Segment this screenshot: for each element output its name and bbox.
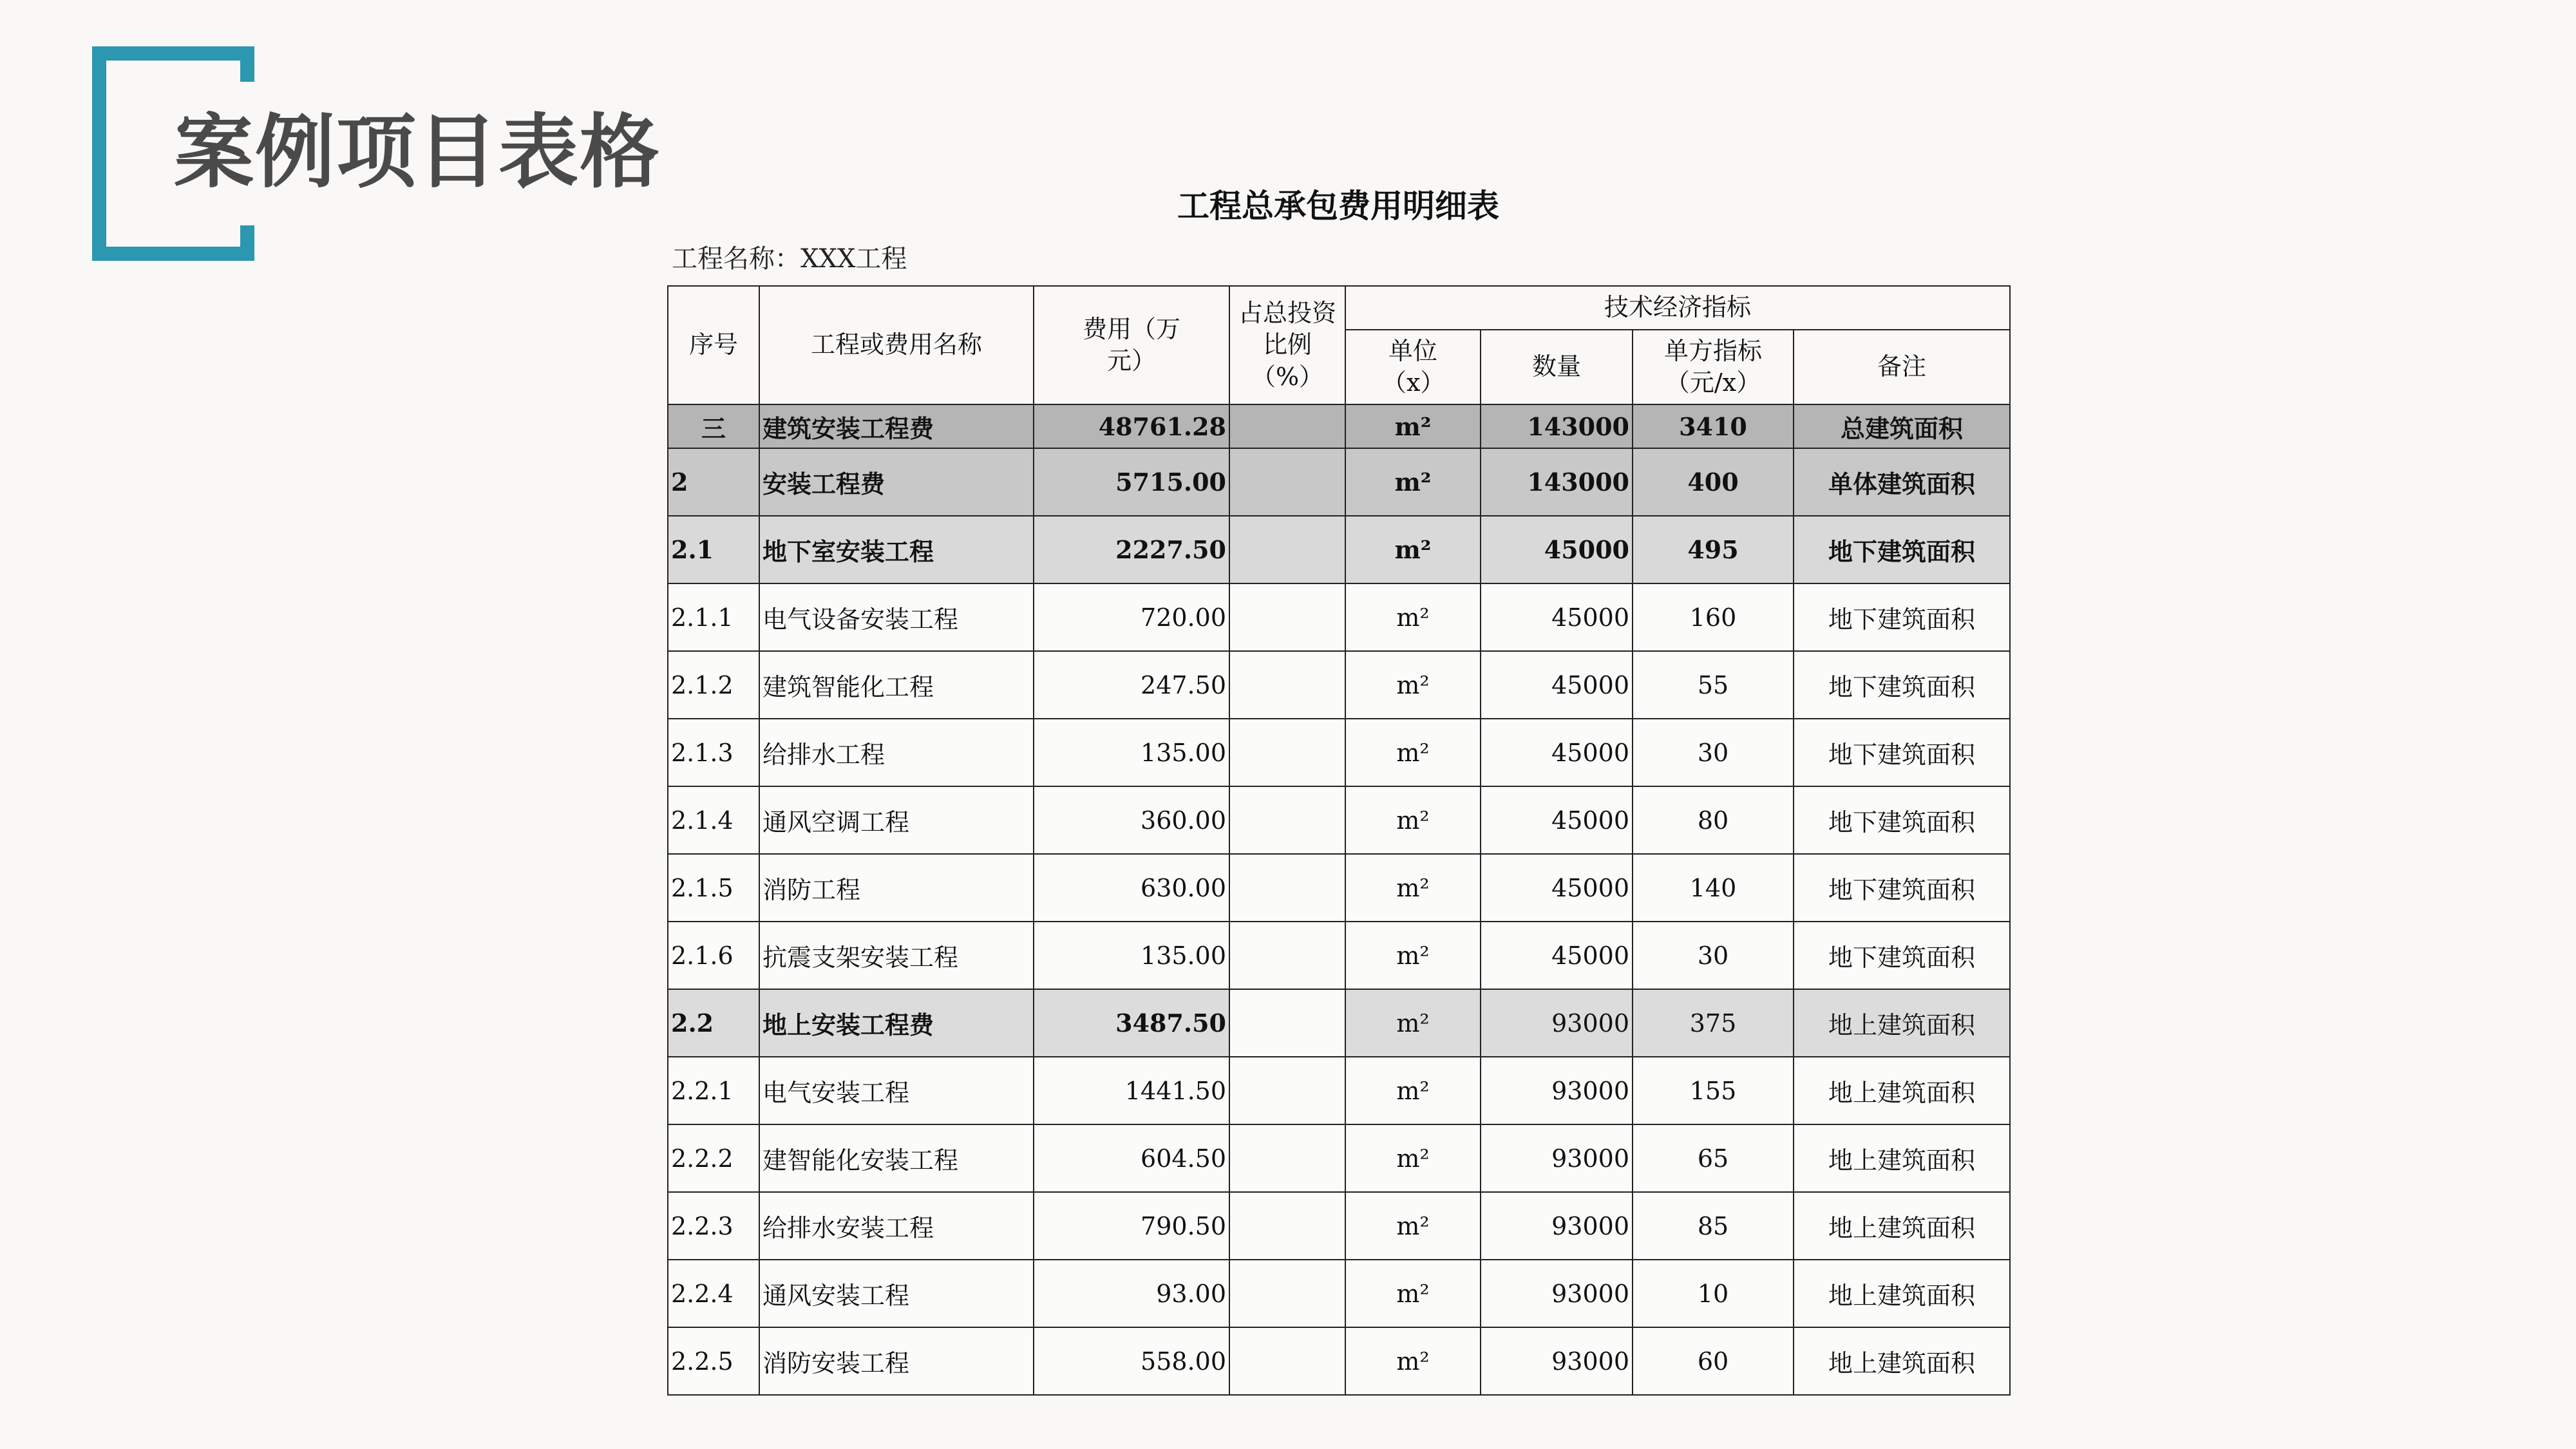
table-row bbox=[668, 854, 2010, 922]
header-name: 工程或费用名称 bbox=[759, 286, 1034, 404]
cell-ratio bbox=[1229, 404, 1345, 448]
cell-unit: m² bbox=[1345, 1057, 1481, 1124]
cell-fee: 790.50 bbox=[1034, 1192, 1229, 1260]
cell-ratio bbox=[1229, 1192, 1345, 1260]
cell-note: 地上建筑面积 bbox=[1794, 1124, 2010, 1192]
cell-no: 2.2.2 bbox=[668, 1124, 759, 1192]
table-body bbox=[668, 404, 2010, 1395]
cell-fee: 1441.50 bbox=[1034, 1057, 1229, 1124]
cell-unit-index: 55 bbox=[1633, 651, 1794, 719]
cell-ratio bbox=[1229, 583, 1345, 651]
cell-unit-index: 495 bbox=[1633, 516, 1794, 583]
cell-fee: 247.50 bbox=[1034, 651, 1229, 719]
cell-note: 地下建筑面积 bbox=[1794, 719, 2010, 786]
cell-note: 地下建筑面积 bbox=[1794, 922, 2010, 989]
cell-unit-index: 155 bbox=[1633, 1057, 1794, 1124]
cell-name: 给排水安装工程 bbox=[759, 1192, 1034, 1260]
cell-unit: m² bbox=[1345, 651, 1481, 719]
cell-qty: 143000 bbox=[1481, 404, 1633, 448]
table-title: 工程总承包费用明细表 bbox=[1177, 187, 1499, 225]
cell-note: 地上建筑面积 bbox=[1794, 1260, 2010, 1327]
table-row bbox=[668, 922, 2010, 989]
cell-unit: m² bbox=[1345, 404, 1481, 448]
cell-fee: 2227.50 bbox=[1034, 516, 1229, 583]
cell-fee: 93.00 bbox=[1034, 1260, 1229, 1327]
cell-unit-index: 30 bbox=[1633, 719, 1794, 786]
cell-qty: 45000 bbox=[1481, 719, 1633, 786]
cell-note: 地下建筑面积 bbox=[1794, 854, 2010, 922]
cell-name: 通风空调工程 bbox=[759, 786, 1034, 854]
cell-name: 消防安装工程 bbox=[759, 1327, 1034, 1395]
header-unit: 单位（x） bbox=[1345, 330, 1481, 404]
cell-qty: 45000 bbox=[1481, 786, 1633, 854]
cell-unit: m² bbox=[1345, 989, 1481, 1057]
cell-fee: 630.00 bbox=[1034, 854, 1229, 922]
cell-ratio bbox=[1229, 1124, 1345, 1192]
cell-note: 地上建筑面积 bbox=[1794, 1192, 2010, 1260]
cell-name: 建智能化安装工程 bbox=[759, 1124, 1034, 1192]
cell-note: 总建筑面积 bbox=[1794, 404, 2010, 448]
cell-note: 地下建筑面积 bbox=[1794, 516, 2010, 583]
bracket-cap-bottom bbox=[240, 225, 254, 261]
header-fee: 费用（万元） bbox=[1034, 286, 1229, 404]
cell-fee: 720.00 bbox=[1034, 583, 1229, 651]
cell-unit: m² bbox=[1345, 719, 1481, 786]
cell-no: 2.2 bbox=[668, 989, 759, 1057]
cell-unit: m² bbox=[1345, 1327, 1481, 1395]
cell-note: 地下建筑面积 bbox=[1794, 786, 2010, 854]
cell-fee: 360.00 bbox=[1034, 786, 1229, 854]
cell-no: 2.1.2 bbox=[668, 651, 759, 719]
cell-note: 地下建筑面积 bbox=[1794, 583, 2010, 651]
cell-unit-index: 10 bbox=[1633, 1260, 1794, 1327]
cell-name: 给排水工程 bbox=[759, 719, 1034, 786]
cell-note: 地下建筑面积 bbox=[1794, 651, 2010, 719]
cell-name: 通风安装工程 bbox=[759, 1260, 1034, 1327]
cell-no: 2.2.4 bbox=[668, 1260, 759, 1327]
cell-unit: m² bbox=[1345, 516, 1481, 583]
table-row bbox=[668, 651, 2010, 719]
cell-note: 地上建筑面积 bbox=[1794, 1057, 2010, 1124]
cell-qty: 143000 bbox=[1481, 448, 1633, 516]
cell-unit: m² bbox=[1345, 922, 1481, 989]
cell-unit-index: 375 bbox=[1633, 989, 1794, 1057]
cell-fee: 135.00 bbox=[1034, 922, 1229, 989]
cell-unit-index: 140 bbox=[1633, 854, 1794, 922]
table-row bbox=[668, 404, 2010, 448]
cell-note: 单体建筑面积 bbox=[1794, 448, 2010, 516]
cell-name: 地上安装工程费 bbox=[759, 989, 1034, 1057]
cell-ratio bbox=[1229, 1327, 1345, 1395]
table-row bbox=[668, 1057, 2010, 1124]
cell-name: 电气安装工程 bbox=[759, 1057, 1034, 1124]
cell-unit-index: 160 bbox=[1633, 583, 1794, 651]
table-row bbox=[668, 583, 2010, 651]
cell-no: 2.1.5 bbox=[668, 854, 759, 922]
cell-unit-index: 30 bbox=[1633, 922, 1794, 989]
table-row bbox=[668, 989, 2010, 1057]
cell-no: 2.2.1 bbox=[668, 1057, 759, 1124]
header-no: 序号 bbox=[668, 286, 759, 404]
cell-qty: 93000 bbox=[1481, 1192, 1633, 1260]
cell-qty: 45000 bbox=[1481, 583, 1633, 651]
cell-unit-index: 3410 bbox=[1633, 404, 1794, 448]
cell-name: 消防工程 bbox=[759, 854, 1034, 922]
header-unit-index: 单方指标（元/x） bbox=[1633, 330, 1794, 404]
table-row bbox=[668, 1260, 2010, 1327]
cell-qty: 93000 bbox=[1481, 1260, 1633, 1327]
cell-qty: 45000 bbox=[1481, 516, 1633, 583]
cell-no: 2.1.3 bbox=[668, 719, 759, 786]
cell-fee: 5715.00 bbox=[1034, 448, 1229, 516]
cell-ratio bbox=[1229, 922, 1345, 989]
cell-name: 地下室安装工程 bbox=[759, 516, 1034, 583]
cell-unit-index: 400 bbox=[1633, 448, 1794, 516]
cell-ratio bbox=[1229, 1057, 1345, 1124]
cell-qty: 93000 bbox=[1481, 1124, 1633, 1192]
header-note: 备注 bbox=[1794, 330, 2010, 404]
table-row bbox=[668, 516, 2010, 583]
cell-fee: 604.50 bbox=[1034, 1124, 1229, 1192]
cell-qty: 45000 bbox=[1481, 854, 1633, 922]
bracket-cap-top bbox=[240, 46, 254, 82]
cell-name: 建筑安装工程费 bbox=[759, 404, 1034, 448]
cell-ratio bbox=[1229, 516, 1345, 583]
project-name: 工程名称：XXX工程 bbox=[672, 244, 907, 274]
cell-no: 2.2.3 bbox=[668, 1192, 759, 1260]
cell-no: 2.1 bbox=[668, 516, 759, 583]
cell-fee: 558.00 bbox=[1034, 1327, 1229, 1395]
page-title: 案例项目表格 bbox=[174, 106, 661, 199]
cell-unit-index: 85 bbox=[1633, 1192, 1794, 1260]
table-row bbox=[668, 1327, 2010, 1395]
cell-ratio bbox=[1229, 448, 1345, 516]
table-row bbox=[668, 1192, 2010, 1260]
cell-ratio bbox=[1229, 854, 1345, 922]
table-row bbox=[668, 448, 2010, 516]
cell-unit-index: 65 bbox=[1633, 1124, 1794, 1192]
cell-unit: m² bbox=[1345, 583, 1481, 651]
cell-fee: 48761.28 bbox=[1034, 404, 1229, 448]
cell-qty: 93000 bbox=[1481, 1057, 1633, 1124]
cell-unit: m² bbox=[1345, 786, 1481, 854]
cell-name: 抗震支架安装工程 bbox=[759, 922, 1034, 989]
cell-ratio bbox=[1229, 989, 1345, 1057]
header-tech-group: 技术经济指标 bbox=[1345, 286, 2010, 330]
cell-unit-index: 60 bbox=[1633, 1327, 1794, 1395]
cell-no: 2 bbox=[668, 448, 759, 516]
cell-ratio bbox=[1229, 786, 1345, 854]
cost-detail-table bbox=[667, 285, 2011, 1396]
cell-unit-index: 80 bbox=[1633, 786, 1794, 854]
cell-unit: m² bbox=[1345, 1124, 1481, 1192]
cell-qty: 93000 bbox=[1481, 989, 1633, 1057]
cell-name: 电气设备安装工程 bbox=[759, 583, 1034, 651]
table-row bbox=[668, 1124, 2010, 1192]
cell-no: 三 bbox=[668, 404, 759, 448]
cell-unit: m² bbox=[1345, 1192, 1481, 1260]
cell-note: 地上建筑面积 bbox=[1794, 1327, 2010, 1395]
table-row bbox=[668, 719, 2010, 786]
cell-name: 建筑智能化工程 bbox=[759, 651, 1034, 719]
cell-unit: m² bbox=[1345, 1260, 1481, 1327]
cell-ratio bbox=[1229, 719, 1345, 786]
cell-unit: m² bbox=[1345, 854, 1481, 922]
header-ratio: 占总投资比例（%） bbox=[1229, 286, 1345, 404]
cell-no: 2.1.6 bbox=[668, 922, 759, 989]
cell-name: 安装工程费 bbox=[759, 448, 1034, 516]
cell-no: 2.1.1 bbox=[668, 583, 759, 651]
cell-fee: 135.00 bbox=[1034, 719, 1229, 786]
cell-fee: 3487.50 bbox=[1034, 989, 1229, 1057]
cell-unit: m² bbox=[1345, 448, 1481, 516]
header-qty: 数量 bbox=[1481, 330, 1633, 404]
cell-qty: 45000 bbox=[1481, 651, 1633, 719]
cell-no: 2.2.5 bbox=[668, 1327, 759, 1395]
cell-ratio bbox=[1229, 1260, 1345, 1327]
cell-qty: 45000 bbox=[1481, 922, 1633, 989]
table-row bbox=[668, 786, 2010, 854]
cell-ratio bbox=[1229, 651, 1345, 719]
cell-note: 地上建筑面积 bbox=[1794, 989, 2010, 1057]
cell-no: 2.1.4 bbox=[668, 786, 759, 854]
cell-qty: 93000 bbox=[1481, 1327, 1633, 1395]
